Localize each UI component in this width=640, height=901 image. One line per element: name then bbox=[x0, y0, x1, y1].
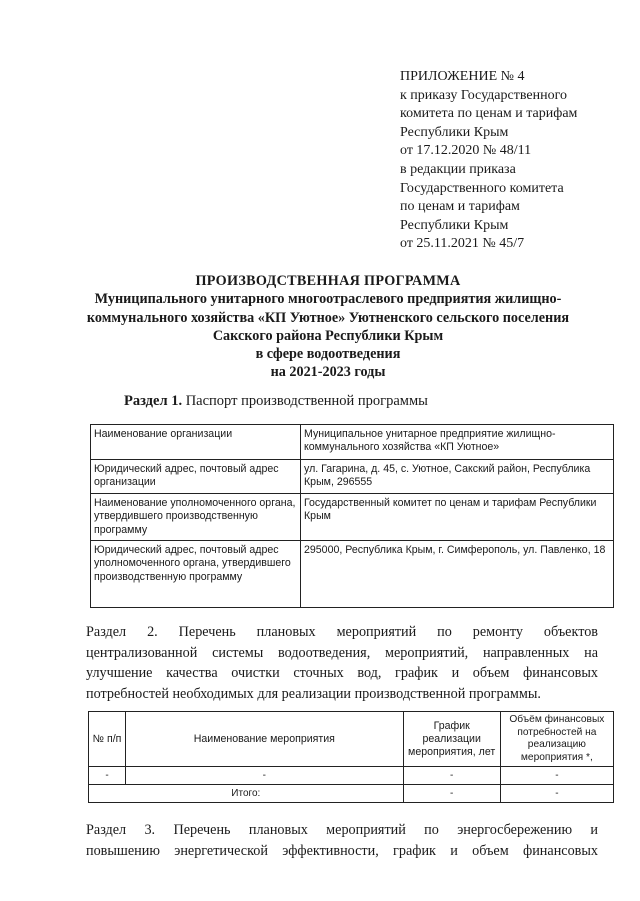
col-header-financing: Объём финансовых потребностей на реализацию мероприятия *, bbox=[500, 712, 613, 767]
passport-label: Наименование уполномоченного органа, утвердившего производственную программу bbox=[91, 493, 301, 540]
measures-table bbox=[88, 711, 614, 803]
section2-line: улучшение качества очистки сточных вод, график и объем финансовых bbox=[86, 665, 598, 681]
appendix-line: Республики Крым bbox=[400, 217, 509, 233]
col-header-number: № п/п bbox=[89, 712, 126, 767]
appendix-line: Республики Крым bbox=[400, 124, 509, 140]
section3-paragraph bbox=[86, 820, 598, 861]
passport-table bbox=[90, 424, 614, 608]
table-total-row bbox=[89, 785, 614, 803]
passport-value: Государственный комитет по ценам и тарифам Республики Крым bbox=[301, 493, 614, 540]
appendix-line: ПРИЛОЖЕНИЕ № 4 bbox=[400, 69, 525, 84]
title-line: Муниципального унитарного многоотраслевого предприятия жилищно- bbox=[94, 291, 562, 308]
appendix-line: от 25.11.2021 № 45/7 bbox=[400, 236, 525, 252]
total-label: Итого: bbox=[89, 785, 404, 803]
title-main: ПРОИЗВОДСТВЕННАЯ ПРОГРАММА bbox=[195, 273, 461, 289]
appendix-line: в редакции приказа bbox=[400, 161, 516, 177]
passport-label: Наименование организации bbox=[91, 425, 301, 460]
section2-line: централизованной системы водоотведения, мероприятий, направленных на bbox=[86, 644, 598, 661]
title-line: Сакского района Республики Крым bbox=[212, 327, 444, 344]
title-line: в сфере водоотведения bbox=[255, 346, 401, 363]
appendix-line: по ценам и тарифам bbox=[400, 199, 520, 215]
section2-line: Раздел 2. Перечень плановых мероприятий по ремонту объектов bbox=[86, 624, 598, 640]
appendix-line: к приказу Государственного bbox=[400, 87, 567, 103]
col-header-schedule: График реализации мероприятия, лет bbox=[403, 712, 500, 767]
section3-line: Раздел 3. Перечень плановых мероприятий по энергосбережению и bbox=[86, 822, 598, 838]
section1-text: Паспорт производственной программы bbox=[182, 393, 428, 409]
table-row bbox=[89, 767, 614, 785]
document-title bbox=[40, 272, 616, 382]
table-row bbox=[91, 541, 614, 608]
appendix-line: комитета по ценам и тарифам bbox=[400, 106, 578, 122]
total-schedule: - bbox=[403, 785, 500, 803]
total-value: - bbox=[500, 785, 613, 803]
col-header-name: Наименование мероприятия bbox=[126, 712, 404, 767]
appendix-line: от 17.12.2020 № 48/11 bbox=[400, 143, 532, 159]
passport-value: Муниципальное унитарное предприятие жилищно-коммунального хозяйства «КП Уютное» bbox=[301, 425, 614, 460]
table-row bbox=[91, 425, 614, 460]
passport-label: Юридический адрес, почтовый адрес организации bbox=[91, 460, 301, 494]
section2-line: потребностей необходимых для реализации производственной программы. bbox=[86, 685, 541, 702]
passport-label: Юридический адрес, почтовый адрес уполномоченного органа, утвердившего производственную программу bbox=[91, 541, 301, 608]
table-row bbox=[91, 493, 614, 540]
section2-paragraph bbox=[86, 622, 598, 704]
title-line: на 2021-2023 годы bbox=[270, 364, 386, 381]
section1-heading bbox=[124, 393, 428, 410]
table-cell: - bbox=[126, 767, 404, 785]
table-cell: - bbox=[89, 767, 126, 785]
table-cell: - bbox=[403, 767, 500, 785]
passport-value: 295000, Республика Крым, г. Симферополь, ул. Павленко, 18 bbox=[301, 541, 614, 608]
table-header-row bbox=[89, 712, 614, 767]
table-row bbox=[91, 460, 614, 494]
section3-line: повышению энергетической эффективности, график и объем финансовых bbox=[86, 842, 598, 859]
section1-label: Раздел 1. bbox=[124, 393, 183, 409]
passport-value: ул. Гагарина, д. 45, с. Уютное, Сакский район, Республика Крым, 296555 bbox=[301, 460, 614, 494]
title-line: коммунального хозяйства «КП Уютное» Уютненского сельского поселения bbox=[86, 309, 570, 326]
appendix-line: Государственного комитета bbox=[400, 180, 564, 196]
appendix-header bbox=[400, 68, 620, 254]
table-cell: - bbox=[500, 767, 613, 785]
